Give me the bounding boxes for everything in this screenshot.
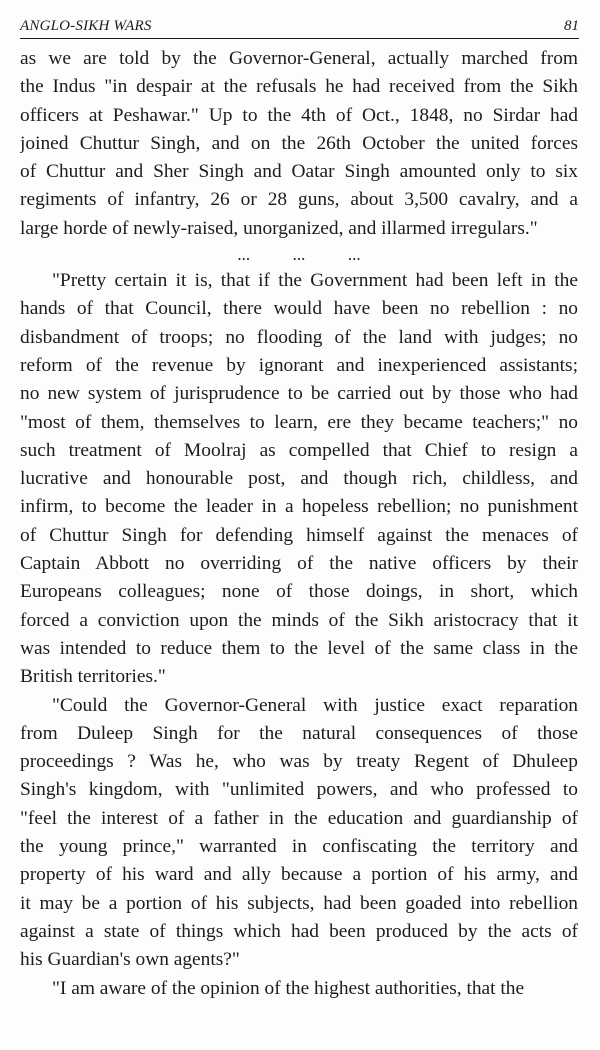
text-line: Singh's kingdom, with "unlimited powers, and who professed to [20,779,578,801]
text-line: "most of them, themselves to learn, ere they became teachers;" no [20,411,578,433]
text-line: large horde of newly-raised, unorganized, and illarmed irregulars." [20,217,538,239]
text-line: "I am aware of the opinion of the highest authorities, that the [52,977,525,999]
text-line: "Could the Governor-General with justice exact reparation [52,694,578,716]
text-line: of Chuttur Singh for defending himself against the menaces of [20,524,578,546]
text-line: was intended to reduce them to the level of the same class in the [20,637,578,659]
text-line: Europeans colleagues; none of those doings, in short, which [20,581,578,603]
text-line: "feel the interest of a father in the education and guardianship of [20,807,578,829]
paragraph [20,692,578,975]
text-line: officers at Peshawar." Up to the 4th of Oct., 1848, no Sirdar had [20,104,578,126]
text-line: joined Chuttur Singh, and on the 26th October the united forces [20,132,578,154]
text-line: against a state of things which had been produced by the acts of [20,920,578,942]
text-line: his Guardian's own agents?" [20,949,240,971]
text-line: property of his ward and ally because a portion of his army, and [20,864,578,886]
text-line: proceedings ? Was he, who was by treaty Regent of Dhuleep [20,751,578,773]
text-line: the Indus "in despair at the refusals he had received from the Sikh [20,76,578,98]
ellipsis-separator: ... ... ... [237,245,361,265]
text-line: as we are told by the Governor-General, actually marched from [20,48,578,69]
text-line: of Chuttur and Sher Singh and Oatar Singh amounted only to six [20,161,578,183]
text-line: hands of that Council, there would have been no rebellion : no [20,298,578,320]
body-text [20,45,578,1003]
text-line: infirm, to become the leader in a hopeless rebellion; no punishment [20,496,578,518]
text-line: it may be a portion of his subjects, had been goaded into rebellion [20,892,578,914]
text-line: Captain Abbott no overriding of the native officers by their [20,553,578,575]
text-line: lucrative and honourable post, and though rich, childless, and [20,468,578,490]
running-head: ANGLO-SIKH WARS [20,18,152,34]
text-line: regiments of infantry, 26 or 28 guns, about 3,500 cavalry, and a [20,189,578,211]
text-line: such treatment of Moolraj as compelled that Chief to resign a [20,439,578,461]
page-number: 81 [564,18,579,34]
text-line: disbandment of troops; no flooding of the land with judges; no [20,326,578,348]
text-line: from Duleep Singh for the natural consequences of those [20,722,578,744]
text-line: the young prince," warranted in confiscating the territory and [20,836,578,858]
text-line: British territories." [20,666,166,688]
text-line: forced a conviction upon the minds of the Sikh aristocracy that it [20,609,578,631]
paragraph [20,975,578,1003]
paragraph [20,45,578,243]
page-header [20,15,579,39]
text-line: "Pretty certain it is, that if the Government had been left in the [52,270,578,292]
text-line: no new system of jurisprudence to be carried out by those who had [20,383,578,405]
paragraph [20,267,578,691]
text-line: reform of the revenue by ignorant and inexperienced assistants; [20,354,578,376]
